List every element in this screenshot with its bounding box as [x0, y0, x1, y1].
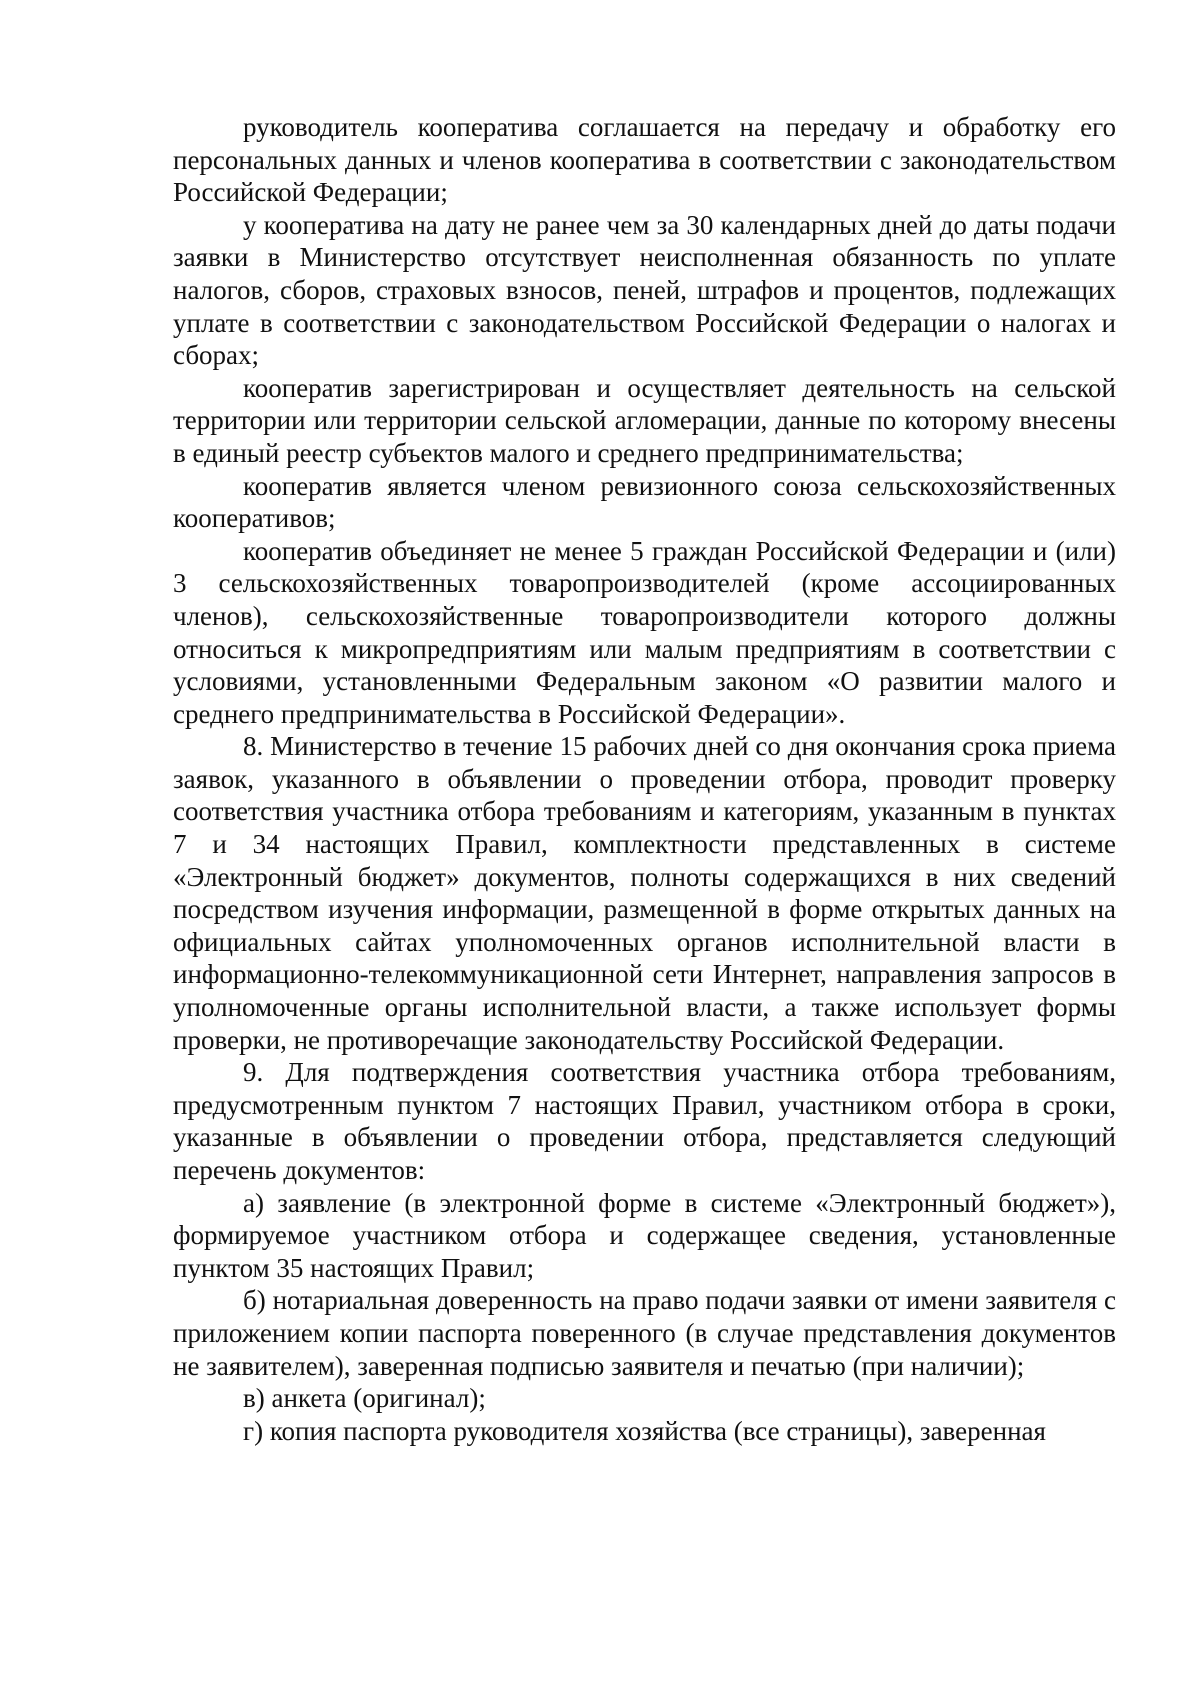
paragraph-item-9b: б) нотариальная доверенность на право подачи заявки от имени заявителя с приложением копии паспорта поверенного (в случае представления документов не заявителем), заверенная подписью заявителя и печатью (при наличии); [173, 1285, 1116, 1381]
paragraph-consent-personal-data: руководитель кооператива соглашается на передачу и обработку его персональных данных и членов кооператива в соответствии с законодательством Российской Федерации; [173, 112, 1116, 208]
document-body [173, 111, 1116, 1447]
paragraph-audit-union-member: кооператив является членом ревизионного союза сельскохозяйственных кооперативов; [173, 470, 1116, 534]
paragraph-rural-registration: кооператив зарегистрирован и осуществляет деятельность на сельской территории или территории сельской агломерации, данные по которому внесены в единый реестр субъектов малого и среднего предпринимательства; [173, 372, 1116, 468]
paragraph-item-9: 9. Для подтверждения соответствия участника отбора требованиям, предусмотренным пунктом 7 настоящих Правил, участником отбора в сроки, указанные в объявлении о проведении отбора, представляется следующий перечень документов: [173, 1057, 1116, 1185]
paragraph-membership-requirements: кооператив объединяет не менее 5 граждан Российской Федерации и (или) 3 сельскохозяйственных товаропроизводителей (кроме ассоциированных членов), сельскохозяйственные товаропроизводители которого должны относиться к микропредприятиям или малым предприятиям в соответствии с условиями, установленными Федеральным законом «О развитии малого и среднего предпринимательства в Российской Федерации». [173, 535, 1116, 729]
paragraph-no-tax-debt: у кооператива на дату не ранее чем за 30 календарных дней до даты подачи заявки в Министерство отсутствует неисполненная обязанность по уплате налогов, сборов, страховых взносов, пеней, штрафов и процентов, подлежащих уплате в соответствии с законодательством Российской Федерации о налогах и сборах; [173, 209, 1116, 371]
paragraph-item-9v: в) анкета (оригинал); [243, 1383, 486, 1414]
paragraph-item-8: 8. Министерство в течение 15 рабочих дней со дня окончания срока приема заявок, указанного в объявлении о проведении отбора, проводит проверку соответствия участника отбора требованиям и категориям, указанным в пунктах 7 и 34 настоящих Правил, комплектности представленных в системе «Электронный бюджет» документов, полноты содержащихся в них сведений посредством изучения информации, размещенной в форме открытых данных на официальных сайтах уполномоченных органов исполнительной власти в информационно-телекоммуникационной сети Интернет, направления запросов в уполномоченные органы исполнительной власти, а также использует формы проверки, не противоречащие законодательству Российской Федерации. [173, 731, 1116, 1055]
paragraph-item-9a: а) заявление (в электронной форме в системе «Электронный бюджет»), формируемое участником отбора и содержащее сведения, установленные пунктом 35 настоящих Правил; [173, 1187, 1116, 1283]
paragraph-item-9g: г) копия паспорта руководителя хозяйства (все страницы), заверенная [243, 1415, 1046, 1446]
